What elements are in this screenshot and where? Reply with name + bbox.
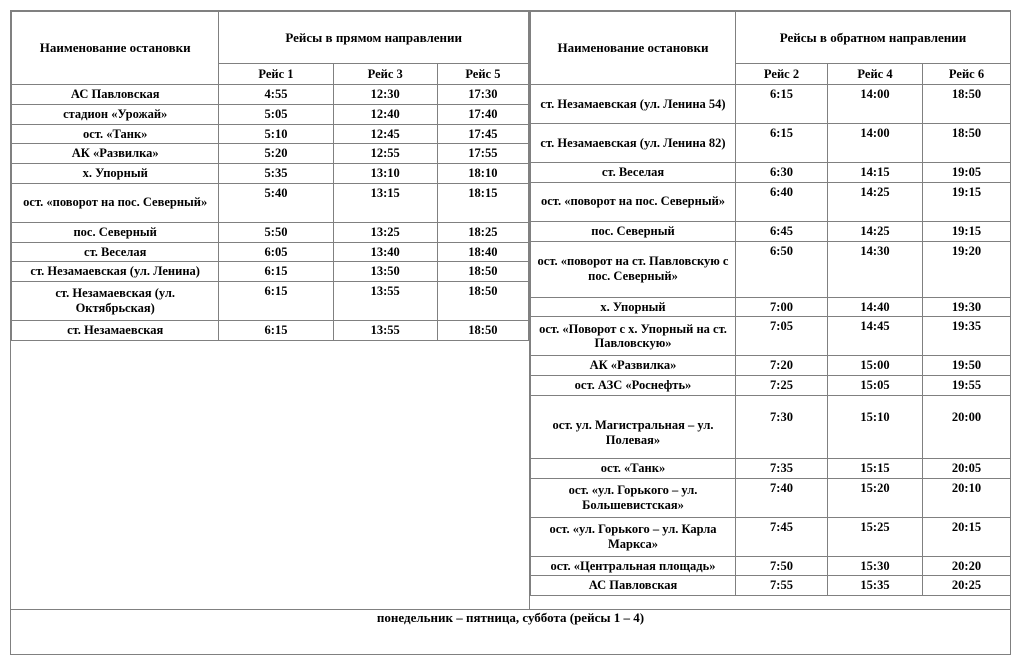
stop-name-cell: ост. «Танк» [531, 458, 736, 478]
forward-header-row-main [12, 12, 529, 64]
trip-time-cell: 6:15 [219, 282, 333, 321]
trip-time-cell: 14:00 [828, 85, 923, 124]
backward-header-row-main [531, 12, 1011, 64]
trip-time-cell: 13:25 [333, 222, 437, 242]
backward-table [530, 11, 1011, 609]
table-row [531, 317, 1011, 356]
trip-time-cell: 17:40 [437, 104, 528, 124]
trip-time-cell: 20:25 [923, 576, 1011, 596]
trip-time-cell: 18:50 [923, 124, 1011, 163]
trip-time-cell: 6:15 [736, 85, 828, 124]
stop-name-cell: х. Упорный [531, 297, 736, 317]
trip-time-cell: 15:15 [828, 458, 923, 478]
schedule-note: понедельник – пятница, суббота (рейсы 1 – 4) [11, 610, 1011, 655]
trip-time-cell: 6:30 [736, 163, 828, 183]
table-row [531, 221, 1011, 241]
table-row [12, 282, 529, 321]
trip-time-cell: 6:40 [736, 182, 828, 221]
trip-time-cell: 15:00 [828, 356, 923, 376]
stop-name-cell: АС Павловская [531, 576, 736, 596]
backward-stop-header: Наименование остановки [531, 12, 736, 85]
trip-time-cell: 15:35 [828, 576, 923, 596]
stop-name-cell: ст. Незамаевская (ул. Ленина) [12, 262, 219, 282]
stop-name-cell: ост. «Центральная площадь» [531, 556, 736, 576]
trip-time-cell: 20:05 [923, 458, 1011, 478]
stop-name-cell: ст. Незамаевская (ул. Ленина 82) [531, 124, 736, 163]
stop-name-cell: АК «Развилка» [531, 356, 736, 376]
trip-time-cell: 7:00 [736, 297, 828, 317]
stop-name-cell: ост. «Танк» [12, 124, 219, 144]
stop-name-cell: х. Упорный [12, 164, 219, 184]
trip-time-cell: 14:45 [828, 317, 923, 356]
trip-time-cell: 15:05 [828, 376, 923, 396]
stop-name-cell: ст. Незамаевская (ул. Ленина 54) [531, 85, 736, 124]
trip-time-cell: 18:25 [437, 222, 528, 242]
trip-time-cell: 7:20 [736, 356, 828, 376]
table-row [12, 124, 529, 144]
table-row [12, 321, 529, 341]
trip-time-cell: 20:10 [923, 478, 1011, 517]
trip-time-cell: 6:15 [219, 321, 333, 341]
trip-time-cell: 14:15 [828, 163, 923, 183]
stop-name-cell: стадион «Урожай» [12, 104, 219, 124]
table-row [531, 458, 1011, 478]
trip-time-cell: 12:30 [333, 85, 437, 105]
table-row [12, 85, 529, 105]
trip-time-cell: 20:20 [923, 556, 1011, 576]
table-row [531, 85, 1011, 124]
trip-time-cell: 18:50 [437, 282, 528, 321]
forward-trip-header-3: Рейс 5 [437, 64, 528, 85]
stop-name-cell: ст. Незамаевская [12, 321, 219, 341]
table-row [12, 222, 529, 242]
forward-trip-header-2: Рейс 3 [333, 64, 437, 85]
trip-time-cell: 5:20 [219, 144, 333, 164]
trip-time-cell: 7:40 [736, 478, 828, 517]
trip-time-cell: 6:05 [219, 242, 333, 262]
empty-area [12, 340, 529, 577]
trip-time-cell: 18:50 [923, 85, 1011, 124]
stop-name-cell: ост. «ул. Горького – ул. Большевистская» [531, 478, 736, 517]
stop-name-cell: ост. «поворот на пос. Северный» [531, 182, 736, 221]
trip-time-cell: 6:15 [219, 262, 333, 282]
empty-area [531, 596, 1011, 610]
stop-name-cell: АК «Развилка» [12, 144, 219, 164]
forward-stop-header: Наименование остановки [12, 12, 219, 85]
backward-direction-header: Рейсы в обратном направлении [736, 12, 1011, 64]
table-row [531, 297, 1011, 317]
stop-name-cell: ост. «поворот на пос. Северный» [12, 183, 219, 222]
table-row [12, 242, 529, 262]
backward-trip-header-1: Рейс 2 [736, 64, 828, 85]
trip-time-cell: 7:05 [736, 317, 828, 356]
trip-time-cell: 14:25 [828, 221, 923, 241]
stop-name-cell: ст. Незамаевская (ул. Октябрьская) [12, 282, 219, 321]
trip-time-cell: 4:55 [219, 85, 333, 105]
trip-time-cell: 13:40 [333, 242, 437, 262]
trip-time-cell: 15:20 [828, 478, 923, 517]
table-row [531, 395, 1011, 458]
trip-time-cell: 18:10 [437, 164, 528, 184]
trip-time-cell: 13:15 [333, 183, 437, 222]
table-row [531, 163, 1011, 183]
trip-time-cell: 13:50 [333, 262, 437, 282]
table-row [531, 376, 1011, 396]
trip-time-cell: 17:45 [437, 124, 528, 144]
trip-time-cell: 15:30 [828, 556, 923, 576]
trip-time-cell: 19:30 [923, 297, 1011, 317]
table-row [531, 241, 1011, 297]
table-row [531, 182, 1011, 221]
forward-table [11, 11, 529, 577]
forward-trip-header-1: Рейс 1 [219, 64, 333, 85]
stop-name-cell: ост. «поворот на ст. Павловскую с пос. Северный» [531, 241, 736, 297]
trip-time-cell: 14:00 [828, 124, 923, 163]
trip-time-cell: 5:50 [219, 222, 333, 242]
table-row [12, 104, 529, 124]
trip-time-cell: 7:50 [736, 556, 828, 576]
trip-time-cell: 18:50 [437, 321, 528, 341]
trip-time-cell: 19:20 [923, 241, 1011, 297]
backward-trip-header-3: Рейс 6 [923, 64, 1011, 85]
trip-time-cell: 7:30 [736, 395, 828, 458]
trip-time-cell: 19:15 [923, 182, 1011, 221]
table-row [531, 356, 1011, 376]
trip-time-cell: 5:10 [219, 124, 333, 144]
trip-time-cell: 19:55 [923, 376, 1011, 396]
table-row [12, 164, 529, 184]
stop-name-cell: ост. «ул. Горького – ул. Карла Маркса» [531, 517, 736, 556]
trip-time-cell: 5:40 [219, 183, 333, 222]
trip-time-cell: 15:25 [828, 517, 923, 556]
timetable-outer-grid [10, 10, 1011, 655]
trip-time-cell: 12:55 [333, 144, 437, 164]
table-row [12, 262, 529, 282]
stop-name-cell: ст. Веселая [531, 163, 736, 183]
backward-direction-panel [530, 11, 1011, 610]
trip-time-cell: 12:45 [333, 124, 437, 144]
trip-time-cell: 5:35 [219, 164, 333, 184]
stop-name-cell: ост. АЗС «Роснефть» [531, 376, 736, 396]
trip-time-cell: 19:15 [923, 221, 1011, 241]
trip-time-cell: 7:25 [736, 376, 828, 396]
trip-time-cell: 6:45 [736, 221, 828, 241]
table-row [12, 183, 529, 222]
table-row [531, 556, 1011, 576]
trip-time-cell: 13:55 [333, 282, 437, 321]
trip-time-cell: 18:50 [437, 262, 528, 282]
trip-time-cell: 17:55 [437, 144, 528, 164]
stop-name-cell: ост. ул. Магистральная – ул. Полевая» [531, 395, 736, 458]
table-row [12, 144, 529, 164]
backward-empty-filler-row [531, 596, 1011, 610]
trip-time-cell: 13:10 [333, 164, 437, 184]
trip-time-cell: 17:30 [437, 85, 528, 105]
forward-empty-filler-row [12, 340, 529, 577]
table-row [531, 124, 1011, 163]
table-row [531, 478, 1011, 517]
trip-time-cell: 18:40 [437, 242, 528, 262]
timetable-body-row [11, 11, 1011, 610]
trip-time-cell: 6:50 [736, 241, 828, 297]
table-row [531, 517, 1011, 556]
trip-time-cell: 19:35 [923, 317, 1011, 356]
trip-time-cell: 12:40 [333, 104, 437, 124]
trip-time-cell: 14:30 [828, 241, 923, 297]
trip-time-cell: 5:05 [219, 104, 333, 124]
trip-time-cell: 6:15 [736, 124, 828, 163]
stop-name-cell: пос. Северный [531, 221, 736, 241]
trip-time-cell: 14:40 [828, 297, 923, 317]
trip-time-cell: 15:10 [828, 395, 923, 458]
timetable-footer-row [11, 610, 1011, 655]
backward-trip-header-2: Рейс 4 [828, 64, 923, 85]
forward-direction-header: Рейсы в прямом направлении [219, 12, 529, 64]
stop-name-cell: ост. «Поворот с х. Упорный на ст. Павловскую» [531, 317, 736, 356]
trip-time-cell: 13:55 [333, 321, 437, 341]
stop-name-cell: АС Павловская [12, 85, 219, 105]
table-row [531, 576, 1011, 596]
forward-direction-panel [11, 11, 530, 610]
trip-time-cell: 7:35 [736, 458, 828, 478]
stop-name-cell: пос. Северный [12, 222, 219, 242]
trip-time-cell: 19:50 [923, 356, 1011, 376]
trip-time-cell: 20:15 [923, 517, 1011, 556]
trip-time-cell: 18:15 [437, 183, 528, 222]
trip-time-cell: 19:05 [923, 163, 1011, 183]
trip-time-cell: 14:25 [828, 182, 923, 221]
trip-time-cell: 20:00 [923, 395, 1011, 458]
stop-name-cell: ст. Веселая [12, 242, 219, 262]
trip-time-cell: 7:55 [736, 576, 828, 596]
trip-time-cell: 7:45 [736, 517, 828, 556]
